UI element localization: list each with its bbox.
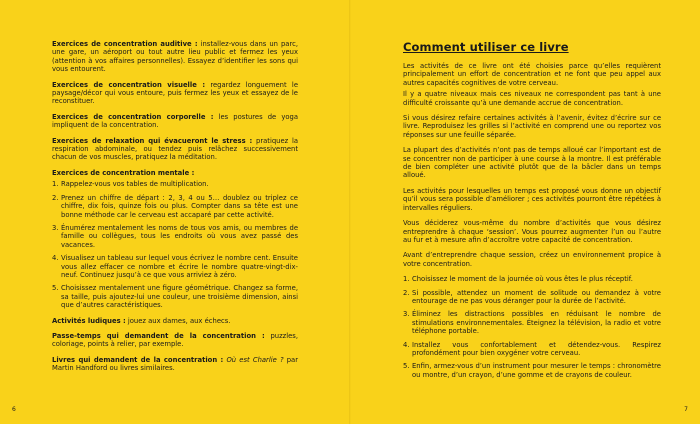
list-text: Choisissez mentalement une figure géométrique. Changez sa forme, sa taille, puis ajoutez-lui une couleur, une troisième dimension, ainsi que d’autres caractéristiques. xyxy=(61,284,298,310)
list-text: Choisissez le moment de la journée où vous êtes le plus réceptif. xyxy=(412,275,633,284)
books-recommendation xyxy=(52,356,298,373)
list-number: 2. xyxy=(403,288,410,297)
list-item xyxy=(52,284,298,309)
page-number-left: 6 xyxy=(12,406,16,413)
list-number: 1. xyxy=(52,180,59,189)
visual-text: regardez longuement le paysage/décor qui vous entoure, puis fermez les yeux et essayez de le reconstituer. xyxy=(52,80,299,106)
pastime-label: Passe-temps qui demandent de la concentration : xyxy=(52,331,265,340)
environment-paragraph: Avant d’entreprendre chaque session, créez un environnement propice à votre concentration. xyxy=(403,251,661,268)
visual-exercise xyxy=(52,81,298,106)
levels-paragraph: Il y a quatre niveaux mais ces niveaux ne correspondent pas tant à une difficulté croissante qu’à une demande accrue de concentration. xyxy=(403,90,661,107)
list-text: Énumérez mentalement les noms de tous vos amis, ou membres de famille ou collègues, tous les endroits où vous avez passé des vacances. xyxy=(61,223,298,249)
right-page-column xyxy=(403,40,661,386)
auditory-exercise xyxy=(52,40,298,74)
list-item xyxy=(52,254,298,279)
auditory-text: installez-vous dans un parc, une gare, un aéroport ou tout autre lieu public et fermez les yeux (attention à vos affaires personnelles). Essayez d’identifier les sons qui vous entourent. xyxy=(52,40,298,74)
list-item xyxy=(52,180,298,188)
list-text: Enfin, armez-vous d’un instrument pour mesurer le temps : chronomètre ou montre, d’un crayon, d’une gomme et de crayons de couleur. xyxy=(412,362,661,379)
list-number: 1. xyxy=(403,275,410,284)
auditory-label: Exercices de concentration auditive : xyxy=(52,40,198,48)
timing-paragraph: La plupart des d’activités n’ont pas de temps alloué car l’important est de se concentrer non de participer à une course à la montre. Il est préférable de bien compléter une activité plutôt que de la bâcler dans un temps alloué. xyxy=(403,146,661,180)
page-number-right: 7 xyxy=(684,406,688,413)
list-number: 4. xyxy=(403,340,410,349)
list-item xyxy=(403,310,661,335)
list-text: Visualisez un tableau sur lequel vous écrivez le nombre cent. Ensuite vous allez effacer ce nombre et écrire le nombre quatre-vingt-dix-neuf. Continuez jusqu’à ce que vous arriviez à zéro. xyxy=(61,254,298,279)
left-page-column xyxy=(52,40,298,380)
visual-label: Exercices de concentration visuelle : xyxy=(52,80,206,89)
list-number: 2. xyxy=(52,193,59,202)
list-text: Si possible, attendez un moment de solitude ou demandez à votre entourage de ne pas vous déranger pour la durée de l’activité. xyxy=(412,288,661,305)
list-text: Prenez un chiffre de départ : 2, 3, 4 ou 5… doublez ou triplez ce chiffre, dix fois, quinze fois ou plus. Compter dans sa tête est une bonne méthode car le cerveau est accaparé par cette activité. xyxy=(61,193,298,219)
list-item xyxy=(403,362,661,379)
list-number: 3. xyxy=(52,223,59,232)
left-page xyxy=(0,0,349,424)
list-number: 5. xyxy=(52,284,59,293)
list-number: 4. xyxy=(52,254,59,263)
page-title: Comment utiliser ce livre xyxy=(403,40,569,54)
preparation-steps xyxy=(403,275,661,379)
body-text: les postures de yoga impliquent de la concentration. xyxy=(52,112,298,130)
list-number: 5. xyxy=(403,362,410,371)
list-item xyxy=(52,194,298,219)
list-item xyxy=(52,224,298,249)
list-number: 3. xyxy=(403,310,410,319)
list-item xyxy=(403,341,661,358)
pastime-activities xyxy=(52,332,298,349)
body-exercise xyxy=(52,113,298,130)
books-text-after: par Martin Handford ou livres similaires. xyxy=(52,355,298,373)
pastime-text: puzzles, coloriage, points à relier, par exemple. xyxy=(52,331,299,349)
right-page xyxy=(351,0,700,424)
book-title: Où est Charlie ? xyxy=(226,355,284,364)
ludic-activities xyxy=(52,317,298,325)
timed-activities-paragraph: Les activités pour lesquelles un temps est proposé vous donne un objectif qu’il vous sera possible d’améliorer ; ces activités pourront être répétées à intervalles réguliers. xyxy=(403,186,661,212)
relaxation-label: Exercices de relaxation qui évacueront le stress : xyxy=(52,136,253,145)
list-text: Éliminez les distractions possibles en réduisant le nombre de stimulations environnementales. Éteignez la télévision, la radio et votre téléphone portable. xyxy=(412,310,661,336)
relaxation-exercise xyxy=(52,137,298,162)
intro-paragraph: Les activités de ce livre ont été choisies parce qu’elles requièrent principalement un effort de concentration et ne font que peu appel aux autres capacités cognitives de votre cerveau. xyxy=(403,62,661,87)
list-text: Rappelez-vous vos tables de multiplication. xyxy=(61,180,209,189)
body-label: Exercices de concentration corporelle : xyxy=(52,112,214,121)
mental-heading: Exercices de concentration mentale : xyxy=(52,168,195,177)
ludic-text: jouez aux dames, aux échecs. xyxy=(125,316,231,325)
list-text: Installez vous confortablement et détendez-vous. Respirez profondément pour bien oxygéner votre cerveau. xyxy=(412,340,661,357)
reuse-paragraph: Si vous désirez refaire certaines activités à l’avenir, évitez d’écrire sur ce livre. Reproduisez les grilles si l’activité en comprend une ou reportez vos réponses sur une feuille séparée. xyxy=(403,114,661,139)
relaxation-text: pratiquez la respiration abdominale, ou tendez puis relâchez successivement chacun de vos muscles, pratiquez la méditation. xyxy=(52,136,299,162)
list-item xyxy=(403,289,661,306)
sessions-paragraph: Vous déciderez vous-même du nombre d’activités que vous désirez entreprendre à chaque ‘session’. Vous pourrez augmenter l’un ou l’autre au fur et à mesure afin d’accroître votre capacité de concentration. xyxy=(403,219,661,244)
mental-exercise-list xyxy=(52,180,298,309)
list-item xyxy=(403,275,661,283)
ludic-label: Activités ludiques : xyxy=(52,316,126,325)
books-label: Livres qui demandent de la concentration : xyxy=(52,355,224,364)
